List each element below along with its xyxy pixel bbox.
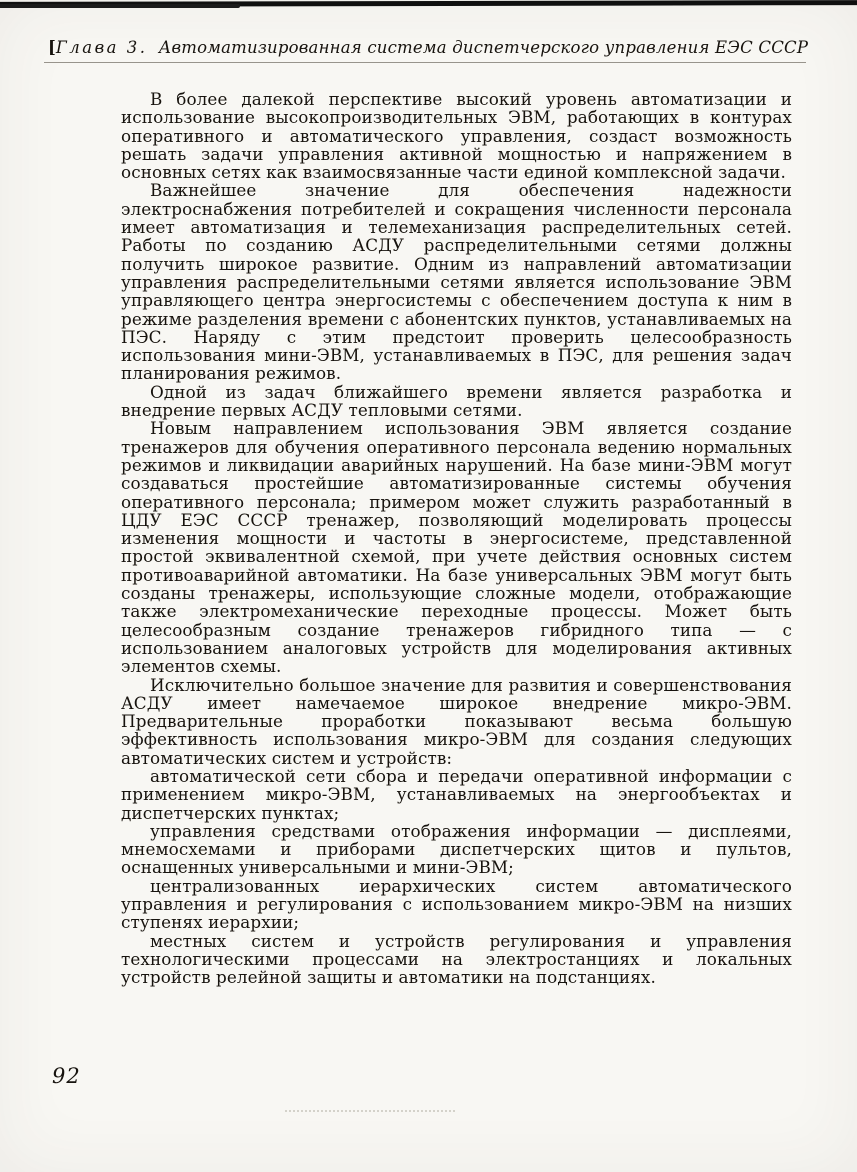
paragraph: централизованных иерархических систем автоматического управления и регулирования с использованием микро-ЭВМ на низших ступенях иерархии; [121, 875, 792, 933]
paragraph: автоматической сети сбора и передачи оперативной информации с применением микро-ЭВМ, устанавливаемых на энергообъектах и диспетчерских пунктах; [121, 765, 792, 823]
paragraph: управления средствами отображения информации — дисплеями, мнемосхемами и приборами диспетчерских щитов и пультов, оснащенных универсальными и мини-ЭВМ; [121, 820, 792, 878]
running-header [48, 38, 810, 58]
page-number: 92 [52, 1064, 81, 1088]
chapter-title: Автоматизированная система диспетчерского управления ЕЭС СССР [158, 38, 809, 57]
header-bracket: [ [48, 38, 56, 57]
header-rule [44, 62, 806, 63]
paragraph: Новым направлением использования ЭВМ является создание тренажеров для обучения оперативного персонала ведению нормальных режимов и ликвидации аварийных нарушений. На базе мини-ЭВМ могут создаваться простейшие автоматизированные системы обучения оперативного персонала; примером может служить разработанный в ЦДУ ЕЭС СССР тренажер, позволяющий моделировать процессы изменения мощности и частоты в энергосистеме, представленной простой эквивалентной схемой, при учете действия основных систем противоаварийной автоматики. На базе универсальных ЭВМ могут быть созданы тренажеры, использующие сложные модели, отображающие также электромеханические переходные процессы. Может быть целесообразным создание тренажеров гибридного типа — с использованием аналоговых устройств для моделирования активных элементов схемы. [121, 418, 792, 677]
chapter-label: Глава 3. [55, 38, 148, 57]
paragraph: Исключительно большое значение для развития и совершенствования АСДУ имеет намечаемое широкое внедрение микро-ЭВМ. Предварительные проработки показывают весьма большую эффективность использования микро-ЭВМ для создания следующих автоматических систем и устройств: [121, 674, 792, 768]
paragraph: В более далекой перспективе высокий уровень автоматизации и использование высокопроизводительных ЭВМ, работающих в контурах оперативного и автоматического управления, создаст возможность решать задачи управления активной мощностью и напряжением в основных сетях как взаимосвязанные части единой комплексной задачи. [121, 89, 792, 183]
paragraph: местных систем и устройств регулирования и управления технологическими процессами на электростанциях и локальных устройств релейной защиты и автоматики на подстанциях. [121, 930, 792, 988]
paragraph: Одной из задач ближайшего времени является разработка и внедрение первых АСДУ тепловыми сетями. [121, 381, 792, 421]
scan-bottom-speckle-artifact [285, 1110, 455, 1112]
paragraph: Важнейшее значение для обеспечения надежности электроснабжения потребителей и сокращения численности персонала имеет автоматизация и телемеханизация распределительных сетей. Работы по созданию АСДУ распределительными сетями должны получить широкое развитие. Одним из направлений автоматизации управления распределительными сетями является использование ЭВМ управляющего центра энергосистемы с обеспечением доступа к ним в режиме разделения времени с абонентских пунктов, устанавливаемых на ПЭС. Наряду с этим предстоит проверить целесообразность использования мини-ЭВМ, устанавливаемых в ПЭС, для решения задач планирования режимов. [121, 180, 792, 384]
scan-top-edge-blob [0, 4, 240, 8]
page-body [121, 90, 792, 987]
